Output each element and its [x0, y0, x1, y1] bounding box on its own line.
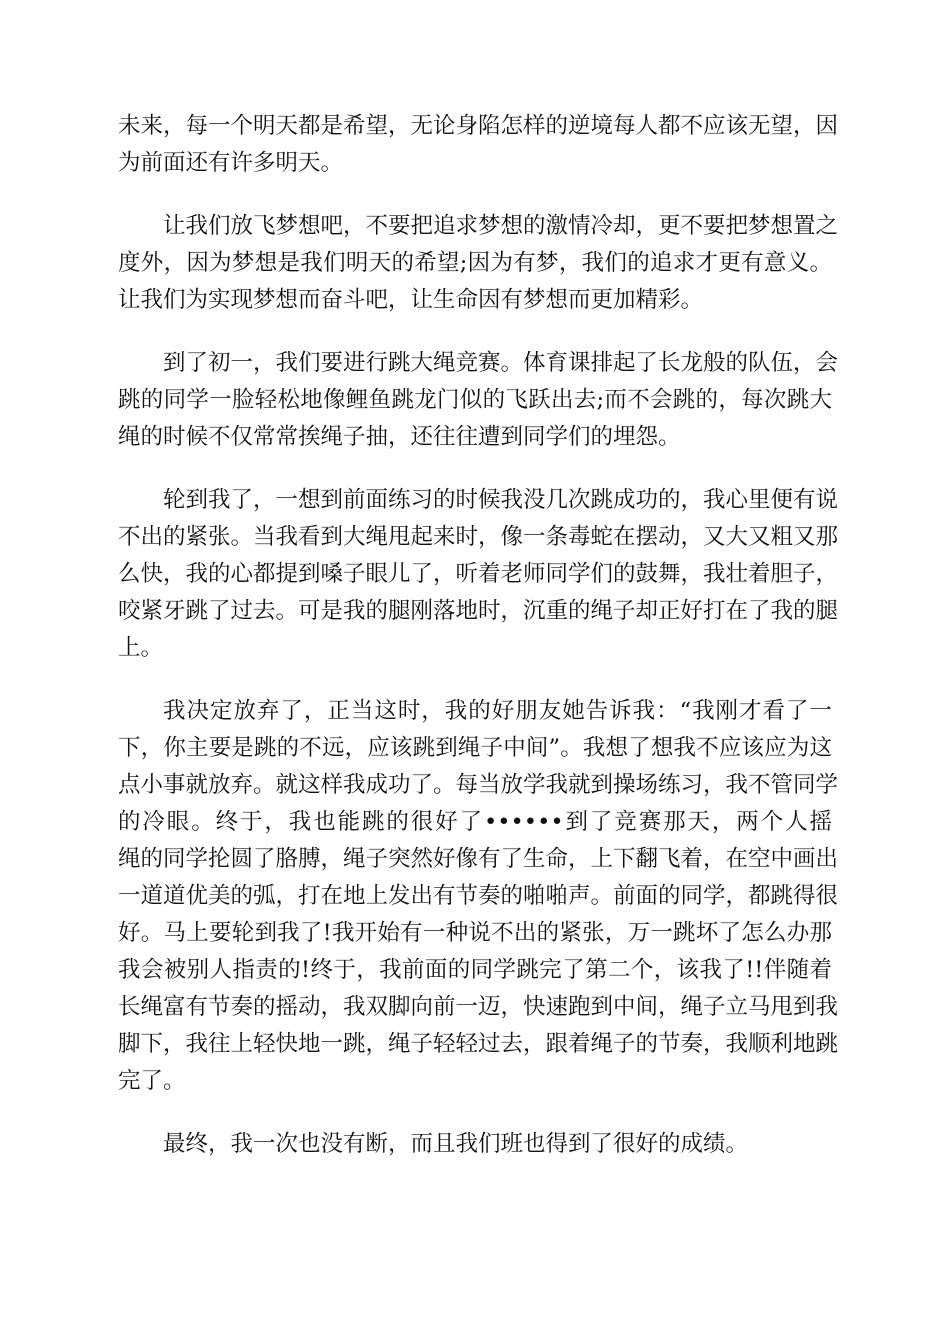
text-line: 让我们放飞梦想吧，不要把追求梦想的激情冷却，更不要把梦想置之	[163, 213, 839, 239]
text-line: 的冷眼。终于，我也能跳的很好了••••••到了竞赛那天，两个人摇	[118, 809, 832, 835]
text-line: 轮到我了，一想到前面练习的时候我没几次跳成功的，我心里便有说	[163, 487, 839, 513]
text-line: 度外，因为梦想是我们明天的希望;因为有梦，我们的追求才更有意义。	[118, 250, 832, 276]
text-line: 咬紧牙跳了过去。可是我的腿刚落地时，沉重的绳子却正好打在了我的腿	[118, 598, 839, 624]
text-line: 下，你主要是跳的不远，应该跳到绳子中间”。我想了想我不应该应为这	[118, 735, 832, 761]
text-line: 为前面还有许多明天。	[118, 150, 344, 176]
text-line: 未来，每一个明天都是希望，无论身陷怎样的逆境每人都不应该无望，因	[118, 113, 839, 139]
paragraph	[118, 482, 839, 667]
text-line: 绳的时候不仅常常挨绳子抽，还往往遭到同学们的埋怨。	[118, 424, 681, 450]
text-line: 到了初一，我们要进行跳大绳竞赛。体育课排起了长龙般的队伍，会	[163, 350, 839, 376]
document-page	[118, 108, 839, 1189]
text-line: 脚下，我往上轻快地一跳，绳子轻轻过去，跟着绳子的节奏，我顺利地跳	[118, 1031, 839, 1057]
text-line: 么快，我的心都提到嗓子眼儿了，听着老师同学们的鼓舞，我壮着胆子，	[118, 561, 839, 587]
text-line: 不出的紧张。当我看到大绳甩起来时，像一条毒蛇在摆动，又大又粗又那	[118, 524, 839, 550]
text-line: 完了。	[118, 1068, 186, 1094]
paragraph	[118, 108, 839, 182]
paragraph	[118, 1126, 832, 1163]
text-line: 我会被别人指责的!终于，我前面的同学跳完了第二个，该我了!!伴随着	[118, 957, 832, 983]
text-line: 点小事就放弃。就这样我成功了。每当放学我就到操场练习，我不管同学	[118, 772, 839, 798]
text-line: 上。	[118, 635, 164, 661]
text-line: 跳的同学一脸轻松地像鲤鱼跳龙门似的飞跃出去;而不会跳的，每次跳大	[118, 387, 832, 413]
text-line: 绳的同学抡圆了胳膊，绳子突然好像有了生命，上下翻飞着，在空中画出	[118, 846, 839, 872]
paragraph	[118, 693, 839, 1100]
paragraph	[118, 345, 839, 456]
text-line: 好。马上要轮到我了!我开始有一种说不出的紧张，万一跳坏了怎么办那	[118, 920, 832, 946]
text-line: 一道道优美的弧，打在地上发出有节奏的啪啪声。前面的同学，都跳得很	[118, 883, 839, 909]
text-line: 让我们为实现梦想而奋斗吧，让生命因有梦想而更加精彩。	[118, 287, 704, 313]
text-line: 我决定放弃了，正当这时，我的好朋友她告诉我：“我刚才看了一	[163, 698, 832, 724]
paragraph	[118, 208, 839, 319]
text-line: 长绳富有节奏的摇动，我双脚向前一迈，快速跑到中间，绳子立马甩到我	[118, 994, 839, 1020]
text-line: 最终，我一次也没有断，而且我们班也得到了很好的成绩。	[163, 1131, 749, 1157]
